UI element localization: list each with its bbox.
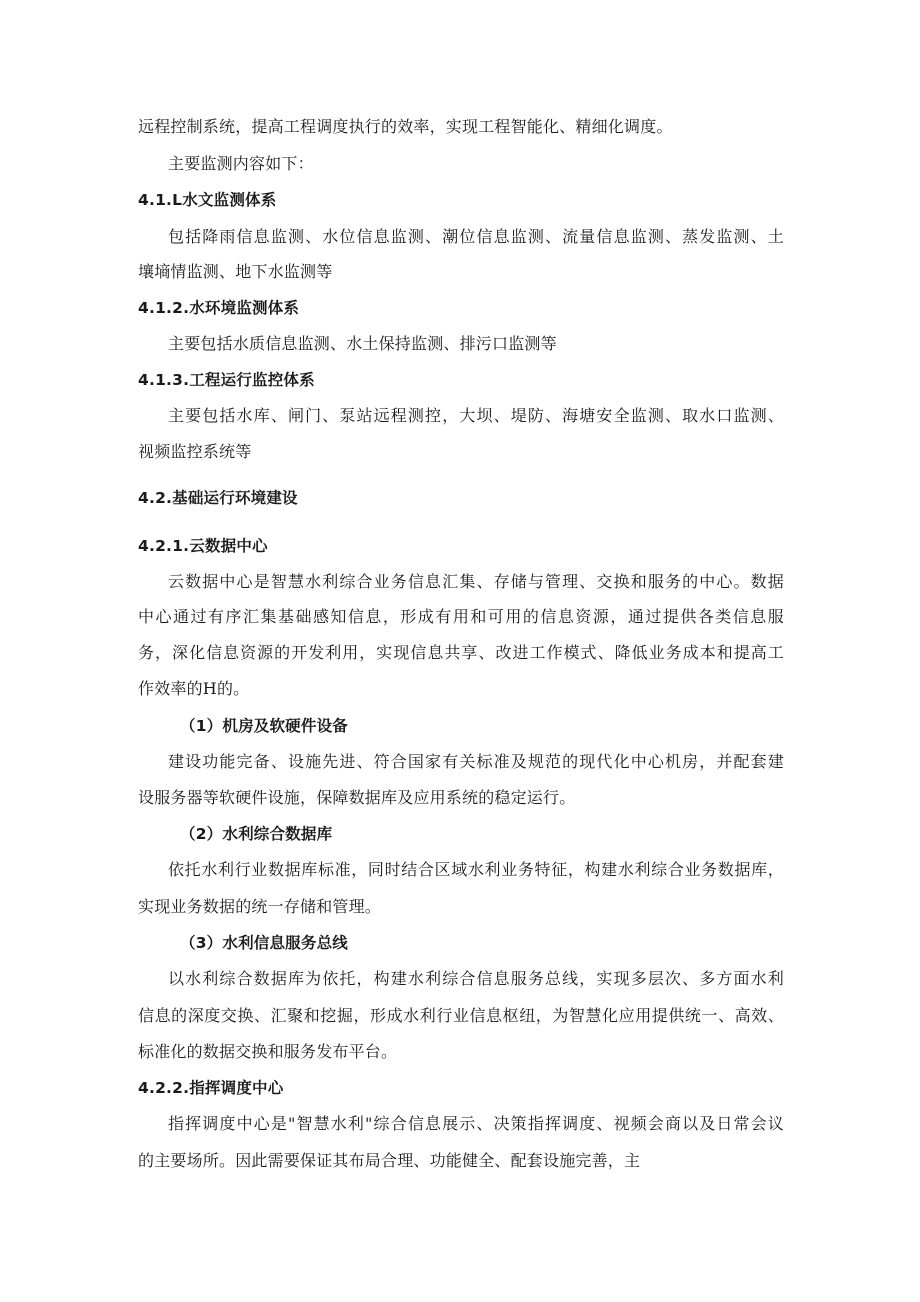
- paragraph-line: 中心通过有序汇集基础感知信息，形成有用和可用的信息资源，通过提供各类信息服: [138, 607, 784, 626]
- paragraph-line: 作效率的H的。: [138, 679, 250, 698]
- paragraph-line: 信息的深度交换、汇聚和挖掘，形成水利行业信息枢纽，为智慧化应用提供统一、高效、: [138, 1006, 784, 1025]
- paragraph-line: 的主要场所。因此需要保证其布局合理、功能健全、配套设施完善，主: [138, 1151, 641, 1170]
- subsection-heading-2: （2）水利综合数据库: [180, 825, 333, 843]
- paragraph-line: 依托水利行业数据库标准，同时结合区域水利业务特征，构建水利综合业务数据库，: [168, 860, 784, 879]
- section-heading-4-1-1: 4.1.L水文监测体系: [138, 191, 277, 209]
- paragraph-line: 远程控制系统，提高工程调度执行的效率，实现工程智能化、精细化调度。: [138, 117, 673, 136]
- paragraph-line: 包括降雨信息监测、水位信息监测、潮位信息监测、流量信息监测、蒸发监测、土: [168, 227, 784, 246]
- paragraph-line: 务，深化信息资源的开发利用，实现信息共享、改进工作模式、降低业务成本和提高工: [138, 643, 784, 662]
- paragraph-line: 实现业务数据的统一存储和管理。: [138, 897, 382, 916]
- paragraph-line: 壤墒情监测、地下水监测等: [138, 262, 333, 281]
- paragraph-line: 指挥调度中心是"智慧水利"综合信息展示、决策指挥调度、视频会商以及日常会议: [168, 1114, 784, 1133]
- paragraph-line: 建设功能完备、设施先进、符合国家有关标准及规范的现代化中心机房，并配套建: [168, 752, 784, 771]
- section-heading-4-1-2: 4.1.2.水环境监测体系: [138, 299, 300, 317]
- paragraph-line: 标准化的数据交换和服务发布平台。: [138, 1042, 398, 1061]
- section-heading-4-2: 4.2.基础运行环境建设: [138, 489, 298, 507]
- subsection-heading-1: （1）机房及软硬件设备: [180, 717, 348, 735]
- paragraph-line: 主要包括水库、闸门、泵站远程测控，大坝、堤防、海塘安全监测、取水口监测、: [168, 406, 784, 425]
- section-heading-4-2-2: 4.2.2.指挥调度中心: [138, 1079, 284, 1097]
- section-heading-4-2-1: 4.2.1.云数据中心: [138, 537, 268, 555]
- paragraph-line: 云数据中心是智慧水利综合业务信息汇集、存储与管理、交换和服务的中心。数据: [168, 572, 784, 591]
- paragraph-line: 视频监控系统等: [138, 442, 252, 461]
- section-heading-4-1-3: 4.1.3.工程运行监控体系: [138, 371, 315, 389]
- paragraph-line: 以水利综合数据库为依托，构建水利综合信息服务总线，实现多层次、多方面水利: [168, 969, 784, 988]
- paragraph-line: 主要监测内容如下：: [168, 154, 314, 173]
- paragraph-line: 设服务器等软硬件设施，保障数据库及应用系统的稳定运行。: [138, 788, 576, 807]
- paragraph-line: 主要包括水质信息监测、水土保持监测、排污口监测等: [168, 334, 557, 353]
- subsection-heading-3: （3）水利信息服务总线: [180, 934, 348, 952]
